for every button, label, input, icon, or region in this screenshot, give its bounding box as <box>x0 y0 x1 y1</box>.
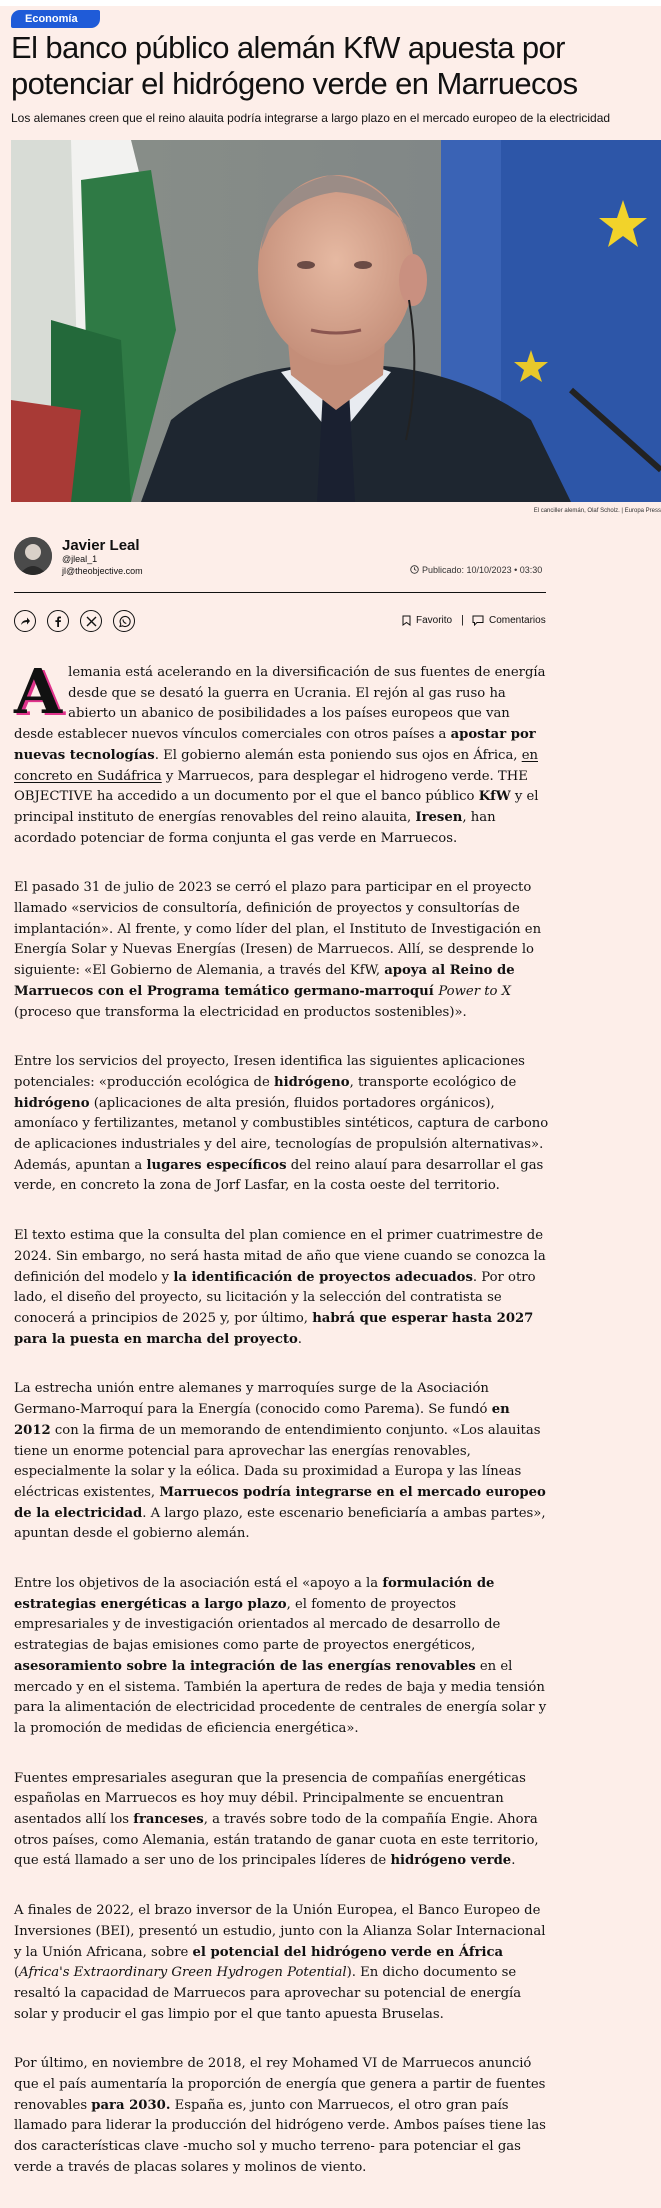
hero-image <box>11 140 661 502</box>
text: España es, junto con Marruecos, el otro gran país llamado para liderar la producción del hidrógeno verde. Ambos países tiene las dos características clave -mucho sol y mucho terreno- para potenciar el gas verde a través de placas solares y molinos de viento. <box>14 2097 546 2175</box>
x-icon <box>86 616 97 627</box>
comment-icon <box>472 615 484 626</box>
text: . <box>511 1853 516 1869</box>
text: La estrecha unión entre alemanes y marroquíes surge de la Asociación Germano-Marroquí para la Energía (conocido como Parema). Se fundó <box>14 1381 492 1418</box>
text: Entre los servicios del proyecto, Iresen identifica las siguientes aplicaciones potenciales: «producción ecológica de <box>14 1054 525 1090</box>
paragraph-5 <box>14 1379 549 1545</box>
text-bold: Iresen <box>415 809 463 825</box>
avatar-icon <box>14 537 52 575</box>
bookmark-icon <box>402 615 411 626</box>
text: , transporte ecológico de <box>349 1074 517 1090</box>
text: y el principal instituto de energías renovables del reino alauita, <box>14 789 539 825</box>
text: del reino alauí para desarrollar el gas verde, en concreto la zona de Jorf Lasfar, en la costa oeste del territorio. <box>14 1157 544 1194</box>
text-bold: la identificación de proyectos adecuados <box>173 1269 473 1285</box>
image-caption: El canciller alemán, Olaf Scholz. | Europa Press <box>533 508 661 514</box>
text-bold: franceses <box>133 1812 204 1828</box>
text: lemania está acelerando en la diversificación de sus fuentes de energía desde que se desató la guerra en Ucrania. El rejón al gas ruso ha abierto un abanico de posibilidades a los países europeos que van desde establecer nuevos vínculos comerciales con otros países a <box>14 665 546 743</box>
published-text: Publicado: 10/10/2023 • 03:30 <box>422 565 543 575</box>
article-body <box>14 655 549 2208</box>
paragraph-2 <box>14 878 549 1023</box>
text: El texto estima que la consulta del plan comience en el primer cuatrimestre de 2024. Sin embargo, no será hasta mitad de año que viene cuando se conozca la definición del modelo y <box>14 1228 546 1285</box>
text-bold: Marruecos podría integrarse en el mercado europeo de la electricidad <box>14 1484 546 1521</box>
action-separator: | <box>461 614 464 626</box>
text: y Marruecos, para desplegar el hidrogeno verde. THE OBJECTIVE ha accedido a un documento por el que el banco público <box>14 768 528 805</box>
text: Fuentes empresariales aseguran que la presencia de compañías energéticas españolas en Marruecos es hoy muy débil. Principalmente se encuentran asentados allí los <box>14 1770 526 1828</box>
facebook-icon <box>52 615 64 627</box>
text-bold: lugares específicos <box>146 1157 287 1173</box>
text-bold: el potencial del hidrógeno verde en África <box>192 1944 504 1960</box>
top-bar <box>0 0 661 6</box>
author-avatar[interactable] <box>14 537 52 575</box>
whatsapp-icon <box>118 615 131 628</box>
text: A finales de 2022, el brazo inversor de la Unión Europea, el Banco Europeo de Inversiones (BEI), presentó un estudio, junto con la Alianza Solar Internacional y la Unión Africana, sobre <box>14 1903 546 1960</box>
text: . Por otro lado, el diseño del proyecto, su licitación y la selección del contratista se conocerá a principios de 2025 y, por último, <box>14 1269 536 1326</box>
section-tag[interactable]: Economía <box>11 10 100 28</box>
published-date <box>410 565 542 575</box>
text-bold: hidrógeno <box>274 1074 350 1090</box>
hero-photo <box>11 140 661 502</box>
text: con la firma de un memorando de entendimiento conjunto. «Los alauitas tiene un enorme potencial para aprovechar las energías renovables, especialmente la solar y la eólica. Dada su proximidad a Europa y las líneas eléctricas existentes, <box>14 1422 541 1500</box>
paragraph-7 <box>14 1769 549 1873</box>
comments-label: Comentarios <box>489 615 546 626</box>
comments-button[interactable] <box>472 615 546 626</box>
text: , han acordado potenciar de forma conjunta el gas verde en Marruecos. <box>14 809 496 846</box>
text: ). En dicho documento se resaltó la capacidad de Marruecos para aprovechar su potencial de energía solar y producir el gas limpio por el que tanto apuesta Bruselas. <box>14 1965 522 2022</box>
text-bold: hidrógeno <box>14 1095 90 1111</box>
text: Entre los objetivos de la asociación está el «apoyo a la <box>14 1576 383 1592</box>
text-bold: habrá que esperar hasta 2027 para la puesta en marcha del proyecto <box>14 1310 534 1347</box>
clock-icon <box>410 565 419 574</box>
author-handle[interactable]: @jleal_1 <box>62 554 98 564</box>
text: en el mercado y en el sistema. También la apertura de redes de baja y media tensión para la alimentación de electricidad procedente de centrales de energía solar y la promoción de medidas de eficiencia energética». <box>14 1658 547 1736</box>
text: (proceso que transforma la electricidad en productos sostenibles)». <box>14 1004 467 1020</box>
facebook-button[interactable] <box>47 610 69 632</box>
text-bold: apoya al Reino de Marruecos con el Programa temático germano-marroquí <box>14 963 515 999</box>
link-sudafrica[interactable]: en concreto en Sudáfrica <box>14 747 538 784</box>
text-bold: formulación de estrategias energéticas a largo plazo <box>14 1576 495 1612</box>
author-divider <box>14 592 546 593</box>
text: . El gobierno alemán esta poniendo sus ojos en África, <box>154 747 522 763</box>
share-icon <box>19 615 31 627</box>
subtitle: Los alemanes creen que el reino alauita podría integrarse a largo plazo en el mercado europeo de la electricidad <box>11 111 611 125</box>
text-italic: Africa's Extraordinary Green Hydrogen Potential <box>19 1965 347 1981</box>
text-bold: en 2012 <box>14 1402 510 1438</box>
text-italic: Power to X <box>438 983 512 999</box>
text: . <box>297 1331 302 1347</box>
text: (aplicaciones de alta presión, fluidos portadores orgánicos), amoníaco y fertilizantes, metanol y combustibles sintéticos, captura de carbono de aplicaciones industriales y del aire, tecnologías de propulsión alternativas». Además, apuntan a <box>14 1095 549 1173</box>
author-name[interactable]: Javier Leal <box>62 537 140 554</box>
favorite-label: Favorito <box>416 615 453 626</box>
text: , el fomento de proyectos empresariales y de investigación orientados al mercado de desarrollo de estrategias de bajas emisiones como parte de proyectos energéticos, <box>14 1596 501 1654</box>
text: El pasado 31 de julio de 2023 se cerró el plazo para participar en el proyecto llamado «servicios de consultoría, definición de proyectos y consultorías de implantación». Al frente, y como líder del plan, el Instituto de Investigación en Energía Solar y Nuevas Energías (Iresen) de Marruecos. Allí, se desprende lo siguiente: «El Gobierno de Alemania, a través del KfW, <box>14 880 542 979</box>
headline: El banco público alemán KfW apuesta por potenciar el hidrógeno verde en Marruecos <box>11 30 578 101</box>
x-button[interactable] <box>80 610 102 632</box>
dropcap: A <box>14 655 63 728</box>
share-button[interactable] <box>14 610 36 632</box>
text: Por último, en noviembre de 2018, el rey Mohamed VI de Marruecos anunció que el país aumentaría la proporción de energía que genera a partir de fuentes renovables <box>14 2056 546 2113</box>
paragraph-3 <box>14 1052 549 1197</box>
author-email[interactable]: jl@theobjective.com <box>62 566 143 576</box>
text-bold: asesoramiento sobre la integración de las energías renovables <box>14 1658 476 1674</box>
paragraph-8 <box>14 1901 549 2025</box>
whatsapp-button[interactable] <box>113 610 135 632</box>
text-bold: KfW <box>478 789 511 805</box>
text-bold: para 2030. <box>91 2097 171 2113</box>
paragraph-6 <box>14 1574 549 1740</box>
text: . A largo plazo, este escenario beneficiaría a ambas partes», apuntan desde el gobierno alemán. <box>14 1505 546 1542</box>
paragraph-1 <box>14 655 549 849</box>
favorite-button[interactable] <box>402 615 452 626</box>
text-bold: hidrógeno verde <box>390 1853 512 1869</box>
text-bold: apostar por nuevas tecnologías <box>14 727 536 763</box>
text: ( <box>14 1965 20 1981</box>
paragraph-4 <box>14 1226 549 1350</box>
text: , a través sobre todo de la compañía Engie. Ahora otros países, como Alemania, están tratando de ganar cuota en este territorio, que está llamado a ser uno de los principales líderes de <box>14 1812 539 1869</box>
paragraph-9 <box>14 2054 549 2178</box>
